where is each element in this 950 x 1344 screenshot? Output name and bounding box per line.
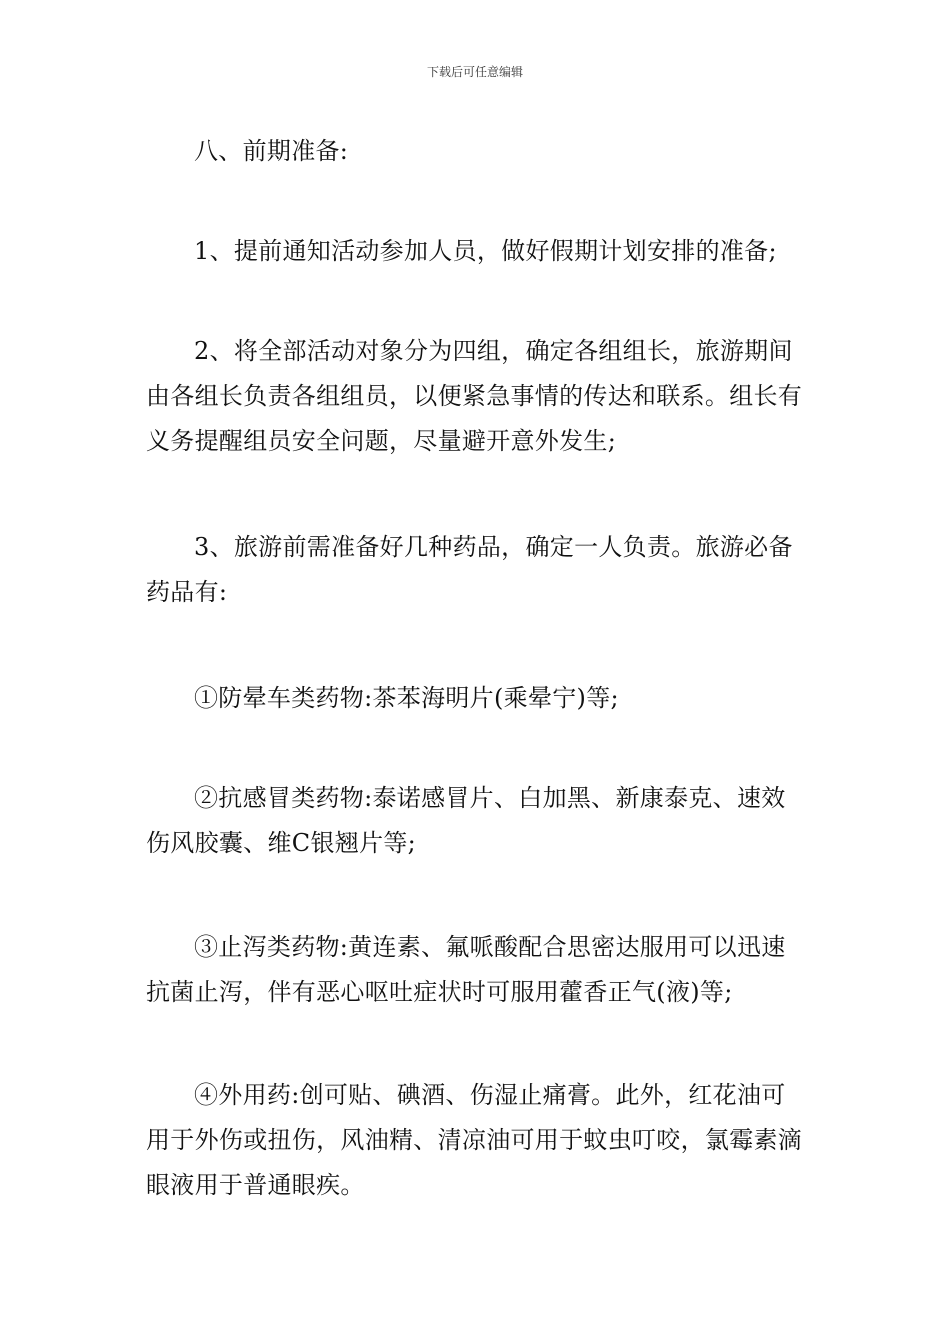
medicine-item-1 bbox=[146, 676, 808, 721]
paragraph-text: ①防晕车类药物:茶苯海明片(乘晕宁)等; bbox=[194, 684, 619, 712]
paragraph-text: 3、旅游前需准备好几种药品，确定一人负责。旅游必备药品有: bbox=[146, 533, 793, 606]
paragraph-2 bbox=[146, 329, 808, 464]
section-heading-text: 八、前期准备: bbox=[194, 137, 349, 165]
paragraph-text: ④外用药:创可贴、碘酒、伤湿止痛膏。此外，红花油可用于外伤或扭伤，风油精、清凉油可用于蚊虫叮咬，氯霉素滴眼液用于普通眼疾。 bbox=[146, 1081, 803, 1199]
medicine-item-2 bbox=[146, 776, 808, 866]
paragraph-3 bbox=[146, 525, 808, 615]
medicine-item-3 bbox=[146, 925, 808, 1015]
medicine-item-4 bbox=[146, 1073, 808, 1208]
paragraph-text: 1、提前通知活动参加人员，做好假期计划安排的准备; bbox=[194, 237, 777, 265]
paragraph-text: ②抗感冒类药物:泰诺感冒片、白加黑、新康泰克、速效伤风胶囊、维C银翘片等; bbox=[146, 784, 786, 857]
paragraph-1 bbox=[146, 229, 808, 274]
section-heading bbox=[146, 129, 808, 174]
paragraph-text: 2、将全部活动对象分为四组，确定各组组长，旅游期间由各组长负责各组组员，以便紧急事情的传达和联系。组长有义务提醒组员安全问题，尽量避开意外发生; bbox=[146, 337, 803, 455]
page-header-note: 下载后可任意编辑 bbox=[426, 65, 523, 79]
paragraph-text: ③止泻类药物:黄连素、氟哌酸配合思密达服用可以迅速抗菌止泻，伴有恶心呕吐症状时可服用藿香正气(液)等; bbox=[146, 933, 786, 1006]
